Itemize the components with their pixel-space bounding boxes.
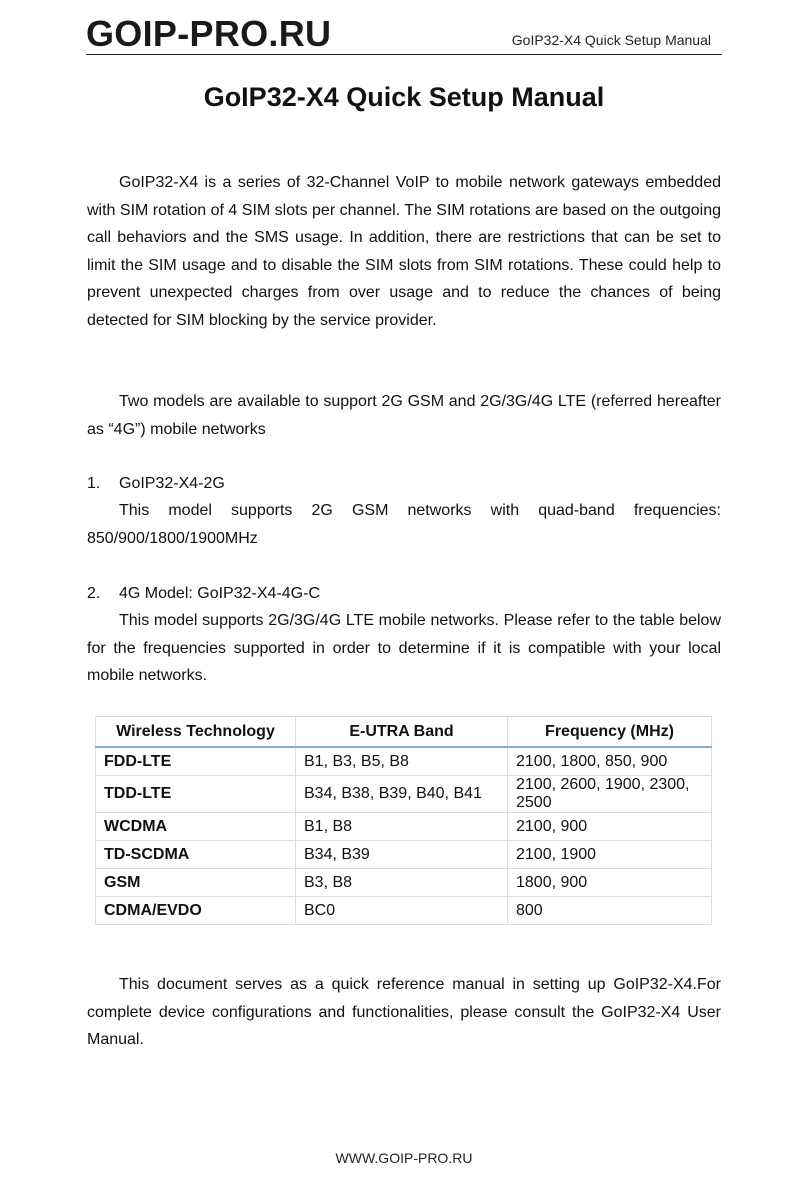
- cell-technology: FDD-LTE: [96, 747, 296, 776]
- header-eutra-band: E-UTRA Band: [296, 717, 508, 748]
- model-1-heading: [87, 470, 721, 498]
- table-row: [96, 813, 712, 841]
- cell-technology: WCDMA: [96, 813, 296, 841]
- header-divider: [86, 54, 722, 55]
- model-2-heading: [87, 580, 721, 608]
- table-row: [96, 776, 712, 813]
- header-logo: GOIP-PRO.RU: [86, 13, 332, 54]
- footer-url: WWW.GOIP-PRO.RU: [335, 1150, 473, 1166]
- cell-technology: TDD-LTE: [96, 776, 296, 813]
- cell-band: B3, B8: [296, 869, 508, 897]
- header-frequency: Frequency (MHz): [508, 717, 712, 748]
- model-2-description: This model supports 2G/3G/4G LTE mobile networks. Please refer to the table below for the frequencies supported in order to determine if it is compatible with your local mobile networks.: [87, 612, 721, 684]
- cell-frequency: 2100, 900: [508, 813, 712, 841]
- cell-band: B1, B3, B5, B8: [296, 747, 508, 776]
- cell-frequency: 1800, 900: [508, 869, 712, 897]
- model-2-name: 4G Model: GoIP32-X4-4G-C: [119, 585, 320, 602]
- model-1-description: This model supports 2G GSM networks with quad-band frequencies: 850/900/1800/1900MHz: [87, 502, 721, 547]
- table-row: [96, 869, 712, 897]
- cell-band: B34, B39: [296, 841, 508, 869]
- cell-band: B34, B38, B39, B40, B41: [296, 776, 508, 813]
- table-row: [96, 747, 712, 776]
- cell-technology: TD-SCDMA: [96, 841, 296, 869]
- model-2-number: 2.: [87, 585, 101, 602]
- header-wireless-technology: Wireless Technology: [96, 717, 296, 748]
- models-intro-paragraph: Two models are available to support 2G GSM and 2G/3G/4G LTE (referred hereafter as “4G”) mobile networks: [87, 393, 721, 438]
- page-title: GoIP32-X4 Quick Setup Manual: [203, 82, 605, 112]
- model-1-name: GoIP32-X4-2G: [119, 475, 225, 492]
- table-row: [96, 897, 712, 925]
- cell-frequency: 2100, 2600, 1900, 2300, 2500: [508, 776, 712, 813]
- table-header-row: [96, 717, 712, 748]
- cell-frequency: 2100, 1800, 850, 900: [508, 747, 712, 776]
- cell-technology: GSM: [96, 869, 296, 897]
- cell-technology: CDMA/EVDO: [96, 897, 296, 925]
- intro-paragraph: GoIP32-X4 is a series of 32-Channel VoIP to mobile network gateways embedded with SIM rotation of 4 SIM slots per channel. The SIM rotations are based on the outgoing call behaviors and the SMS usage. In addition, there are restrictions that can be set to limit the SIM usage and to disable the SIM slots from SIM rotations. These could help to prevent unexpected charges from over usage and to reduce the chances of being detected for SIM blocking by the service provider.: [87, 174, 721, 329]
- table-row: [96, 841, 712, 869]
- closing-paragraph: This document serves as a quick reference manual in setting up GoIP32-X4.For complete device configurations and functionalities, please consult the GoIP32-X4 User Manual.: [87, 976, 721, 1048]
- cell-band: BC0: [296, 897, 508, 925]
- cell-frequency: 2100, 1900: [508, 841, 712, 869]
- cell-band: B1, B8: [296, 813, 508, 841]
- header-document-name: GoIP32-X4 Quick Setup Manual: [511, 32, 711, 48]
- cell-frequency: 800: [508, 897, 712, 925]
- frequency-table: [95, 716, 712, 925]
- model-1-number: 1.: [87, 475, 101, 492]
